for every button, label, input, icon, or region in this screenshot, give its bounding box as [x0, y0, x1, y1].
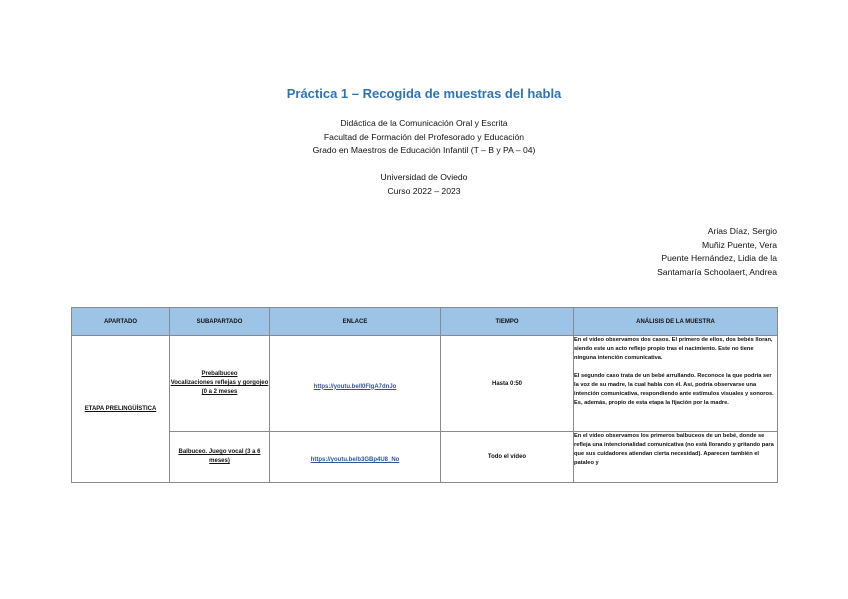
analisis-cell [574, 432, 778, 483]
degree-line: Grado en Maestros de Educación Infantil (T – B y PA – 04) [312, 145, 536, 156]
subapartado-cell: Balbuceo. Juego vocal (3 a 6 meses) [170, 432, 270, 483]
course-year-line: Curso 2022 – 2023 [387, 185, 461, 196]
table-row [72, 432, 778, 483]
authors-list [657, 225, 777, 279]
table-row [72, 336, 778, 432]
header-subapartado: SUBAPARTADO [170, 308, 270, 336]
header-tiempo: TIEMPO [441, 308, 574, 336]
subapartado-cell: Prebalbuceo Vocalizaciones reflejas y gorgojeo (0 a 2 meses [170, 336, 270, 432]
enlace-cell [270, 432, 441, 483]
faculty-line: Facultad de Formación del Profesorado y Educación [323, 131, 525, 142]
enlace-cell [270, 336, 441, 432]
header-enlace: ENLACE [270, 308, 441, 336]
table-header-row [72, 308, 778, 336]
apartado-cell: ETAPA PRELINGÜÍSTICA [72, 336, 170, 483]
university-line: Universidad de Oviedo [380, 172, 468, 182]
author-name: Muñiz Puente, Vera [701, 239, 777, 250]
video-link[interactable]: https://youtu.be/b3GBp4U8_No [310, 457, 400, 463]
course-header [0, 117, 848, 158]
tiempo-cell: Hasta 0:50 [441, 336, 574, 432]
analisis-cell [574, 336, 778, 432]
analysis-paragraph: En el vídeo observamos dos casos. El primero de ellos, dos bebés lloran, siendo este un acto reflejo propio tras el nacimiento. Este no tiene ninguna intención comunicativa. [574, 337, 773, 361]
author-name: Santamaría Schoolaert, Andrea [657, 266, 777, 277]
analysis-paragraph: En el vídeo observamos los primeros balbuceos de un bebé, donde se refleja una intencionalidad comunicativa (no está llorando y gritando para que sus cuidadores atiendan cierta necesidad). Aparecen también el pataleo y [574, 433, 774, 466]
page-title: Práctica 1 – Recogida de muestras del habla [286, 86, 562, 101]
subject-line: Didáctica de la Comunicación Oral y Escrita [340, 118, 508, 128]
tiempo-cell: Todo el vídeo [441, 432, 574, 483]
header-analisis: ANÁLISIS DE LA MUESTRA [574, 308, 778, 336]
university-block [0, 171, 848, 198]
author-name: Arias Díaz, Sergio [707, 226, 777, 236]
author-name: Puente Hernández, Lidia de la [661, 253, 777, 264]
samples-table [71, 307, 778, 483]
analysis-paragraph: El segundo caso trata de un bebé arrullando. Reconoce la que podría ser la voz de su madre, la cual habla con él. Así, podría observarse una intención comunicativa, respondiendo ante estímulos visuales y sonoros. Es, además, propio de esta etapa la fijación por la madre. [574, 373, 774, 406]
video-link[interactable]: https://youtu.be/I0FIgA7dnJo [313, 383, 397, 390]
header-apartado: APARTADO [72, 308, 170, 336]
